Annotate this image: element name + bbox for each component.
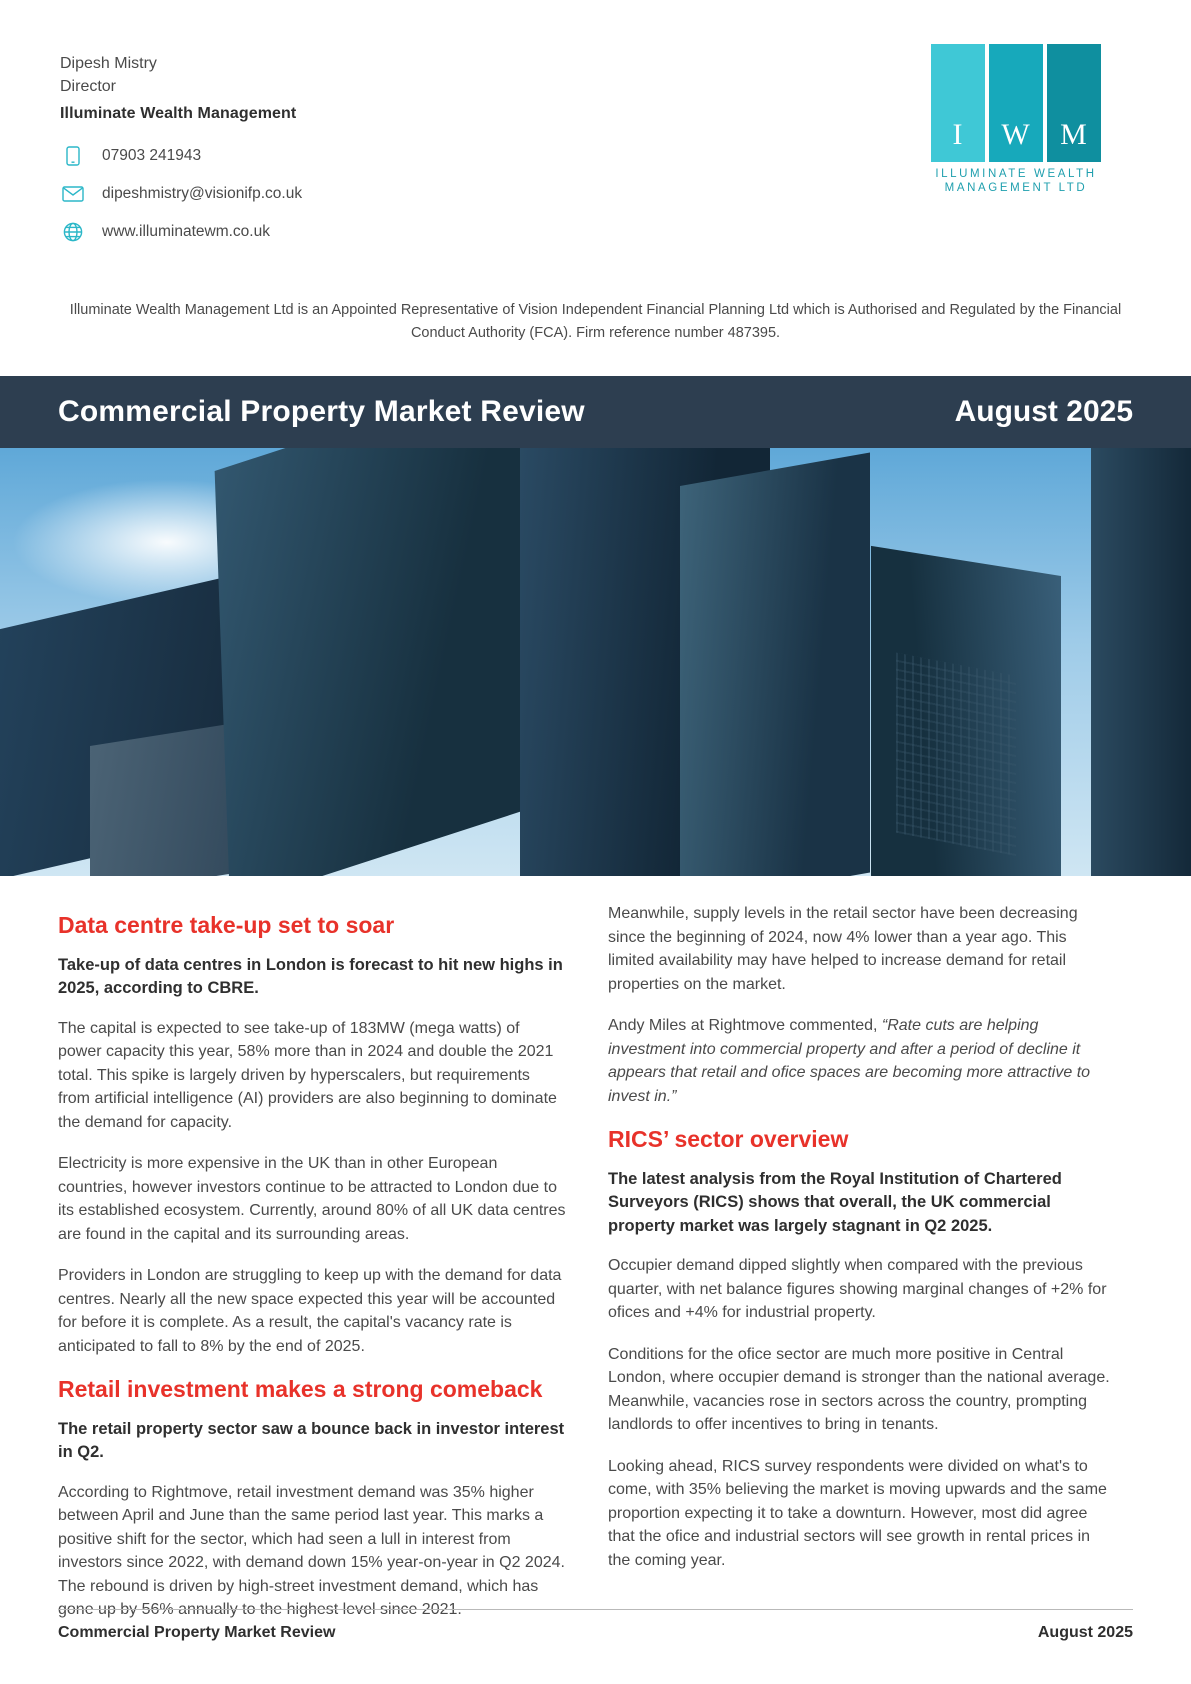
heading-rics-overview: RICS’ sector overview [608, 1126, 849, 1153]
contact-row-phone [60, 145, 302, 167]
regulatory-disclaimer: Illuminate Wealth Management Ltd is an Appointed Representative of Vision Independent Financial Planning Ltd which is Authorised and Regulated by the Financial Conduct Authority (FCA). Firm reference number 487395. [69, 302, 1122, 341]
building-main [215, 448, 560, 876]
paragraph-data-centre-1: The capital is expected to see take-up of 183MW (mega watts) of power capacity this year, 58% more than in 2024 and double the 2021 total. This spike is largely driven by hyperscalers, but requirements from artificial intelligence (AI) providers are also beginning to dominate the demand for capacity. [58, 1019, 557, 1131]
page-footer [58, 1609, 1133, 1642]
paragraph-retail-investment-1: According to Rightmove, retail investment demand was 35% higher between April and June than the same period last year. This marks a positive shift for the sector, which had seen a lull in interest from investors since 2022, with demand down 15% year-on-year in Q2 2024. The rebound is driven by high-street investment demand, which has gone up by 56% annually to the highest level since 2021. [58, 1483, 565, 1619]
contact-block [60, 44, 302, 259]
paragraph-rics-1: Occupier demand dipped slightly when compared with the previous quarter, with net balance figures showing marginal changes of +2% for ofices and +4% for industrial property. [608, 1257, 1107, 1322]
logo-bars [901, 44, 1131, 162]
firm-name: Illuminate Wealth Management [60, 105, 297, 123]
logo-letter-m: M [1047, 44, 1101, 162]
heading-data-centre: Data centre take-up set to soar [58, 912, 395, 939]
logo-letter-w: W [989, 44, 1043, 162]
contact-row-email [60, 183, 302, 205]
heading-retail-investment: Retail investment makes a strong comeback [58, 1376, 543, 1403]
paragraph-data-centre-2: Electricity is more expensive in the UK than in other European countries, however investors continue to be attracted to London due to its established ecosystem. Currently, around 80% of all UK data centres are found in the capital and its surrounding areas. [58, 1155, 566, 1243]
paragraph-rics-2: Conditions for the ofice sector are much more positive in Central London, where occupier demand is stronger than the national average. Meanwhile, vacancies rose in sectors across the country, prompting landlords to offer incentives to bring in tenants. [608, 1345, 1110, 1434]
hero-image [0, 448, 1191, 876]
building-far-right [1091, 448, 1191, 876]
logo-letter-i: I [931, 44, 985, 162]
paragraph-rightmove-quote [608, 1014, 1116, 1108]
phone-icon [60, 145, 86, 167]
company-logo [901, 44, 1131, 194]
contact-rows [60, 145, 302, 243]
logo-caption-line-2: MANAGEMENT LTD [944, 182, 1088, 194]
logo-caption-line-1: ILLUMINATE WEALTH [935, 168, 1097, 180]
website-url[interactable]: www.illuminatewm.co.uk [102, 223, 270, 241]
adviser-role: Director [60, 78, 117, 96]
right-column [608, 902, 1116, 1640]
quote-attribution: Andy Miles at Rightmove commented, [608, 1017, 882, 1035]
building-mid [680, 453, 870, 877]
left-column [58, 902, 566, 1640]
lede-rics-overview: The latest analysis from the Royal Institution of Chartered Surveyors (RICS) shows that overall, the UK commercial property market was largely stagnant in Q2 2025. [608, 1170, 1062, 1235]
lede-data-centre: Take-up of data centres in London is forecast to hit new highs in 2025, according to CBRE. [58, 955, 563, 998]
paragraph-data-centre-3: Providers in London are struggling to keep up with the demand for data centres. Nearly all the new space expected this year will be accounted for before it is complete. As a result, the capital's vacancy rate is anticipated to fall to 8% by the end of 2025. [58, 1267, 562, 1355]
email-address[interactable]: dipeshmistry@visionifp.co.uk [102, 185, 303, 203]
issue-date: August 2025 [954, 395, 1133, 429]
footer-title: Commercial Property Market Review [58, 1624, 336, 1641]
contact-row-website [60, 221, 302, 243]
page-header [0, 0, 1191, 259]
document-title-bar [0, 376, 1191, 448]
quote-text: “Rate cuts are helping investment into commercial property and after a period of decline it appears that retail and ofice spaces are becoming more attractive to invest in.” [608, 1017, 1091, 1105]
globe-icon [60, 221, 86, 243]
envelope-icon [60, 183, 86, 205]
page-title: Commercial Property Market Review [58, 395, 585, 429]
adviser-name: Dipesh Mistry [60, 55, 157, 72]
lede-retail-investment: The retail property sector saw a bounce back in investor interest in Q2. [58, 1420, 565, 1462]
building-white-tower [896, 653, 1016, 856]
phone-number[interactable]: 07903 241943 [102, 147, 202, 165]
paragraph-rics-3: Looking ahead, RICS survey respondents were divided on what's to come, with 35% believing the market is moving upwards and the same proportion expecting it to take a downturn. However, most did agree that the ofice and industrial sectors will see growth in rental prices in the coming year. [608, 1457, 1107, 1569]
paragraph-retail-supply: Meanwhile, supply levels in the retail sector have been decreasing since the beginning of 2024, now 4% lower than a year ago. This limited availability may have helped to increase demand for retail properties on the market. [608, 905, 1078, 993]
footer-date: August 2025 [1037, 1624, 1133, 1641]
article-content [0, 876, 1191, 1640]
